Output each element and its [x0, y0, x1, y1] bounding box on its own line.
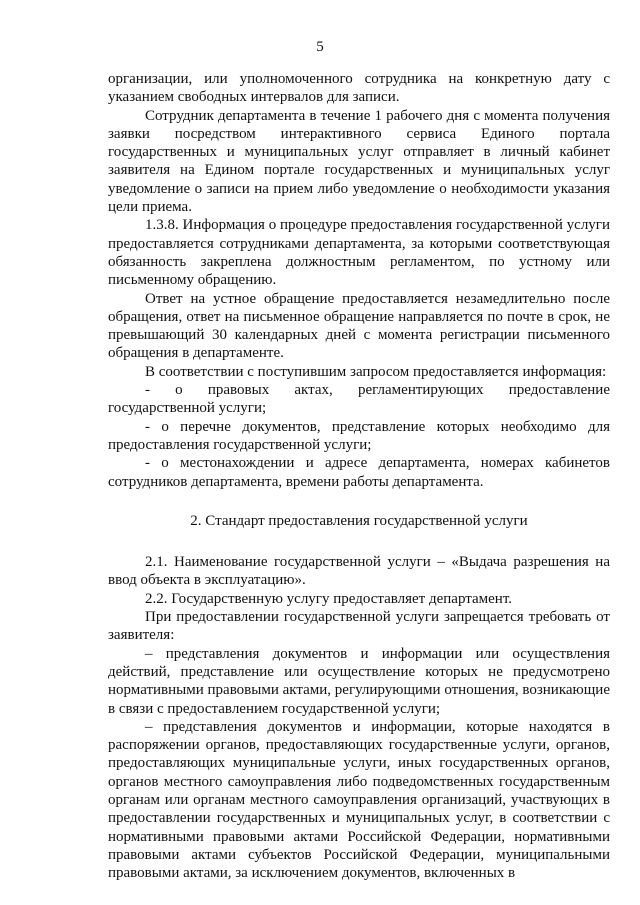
- paragraph-prohibitions-intro: При предоставлении государственной услуги запрещается требовать от заявителя:: [108, 609, 610, 644]
- paragraph-appointment-notification: Сотрудник департамента в течение 1 рабочего дня с момента получения заявки посредством интерактивного сервиса Единого портала государственных и муниципальных услуг отправляет в личный кабинет заявителя на Едином портале государственных и муниципальных услуг уведомление о записи на прием либо уведомление о необходимости указания цели приема.: [108, 107, 610, 216]
- list-item-prohibition-documents: – представления документов и информации, которые находятся в распоряжении органов, предоставляющих государственные услуги, органов, предоставляющих муниципальные услуги, иных государственных органов, органов местного самоуправления либо подведомственных государственным органам или органам местного самоуправления организаций, участвующих в предоставлении государственных и муниципальных услуг, в соответствии с нормативными правовыми актами Российской Федерации, нормативными правовыми актами субъектов Российской Федерации, муниципальными правовыми актами, за исключением документов, включенных в: [108, 718, 610, 882]
- page-number: 5: [316, 39, 324, 55]
- paragraph-information-intro: В соответствии с поступившим запросом предоставляется информация:: [145, 363, 607, 380]
- paragraph-response-terms: Ответ на устное обращение предоставляется незамедлительно после обращения, ответ на письменное обращение направляется по почте в срок, не превышающий 30 календарных дней с момента регистрации письменного обращения в департаменте.: [108, 290, 610, 362]
- list-item-legal-acts: - о правовых актах, регламентирующих предоставление государственной услуги;: [108, 382, 610, 417]
- document-body: [108, 70, 610, 882]
- paragraph-continuation: организации, или уполномоченного сотрудника на конкретную дату с указанием свободных интервалов для записи.: [108, 71, 610, 106]
- list-item-prohibition-actions: – представления документов и информации или осуществления действий, представление или осуществление которых не предусмотрено нормативными правовыми актами, регулирующими отношения, возникающие в связи с предоставлением государственной услуги;: [108, 645, 610, 717]
- section-heading: 2. Стандарт предоставления государственной услуги: [190, 512, 528, 529]
- paragraph-1-3-8: 1.3.8. Информация о процедуре предоставления государственной услуги предоставляется сотрудниками департамента, за которыми соответствующая обязанность закреплена должностным регламентом, по устному или письменному обращению.: [108, 217, 610, 289]
- list-item-location: - о местонахождении и адресе департамента, номерах кабинетов сотрудников департамента, времени работы департамента.: [108, 455, 610, 490]
- paragraph-2-1: 2.1. Наименование государственной услуги – «Выдача разрешения на ввод объекта в эксплуатацию».: [108, 554, 610, 589]
- paragraph-2-2: 2.2. Государственную услугу предоставляет департамент.: [145, 590, 513, 607]
- list-item-documents: - о перечне документов, представление которых необходимо для предоставления государственной услуги;: [108, 418, 610, 453]
